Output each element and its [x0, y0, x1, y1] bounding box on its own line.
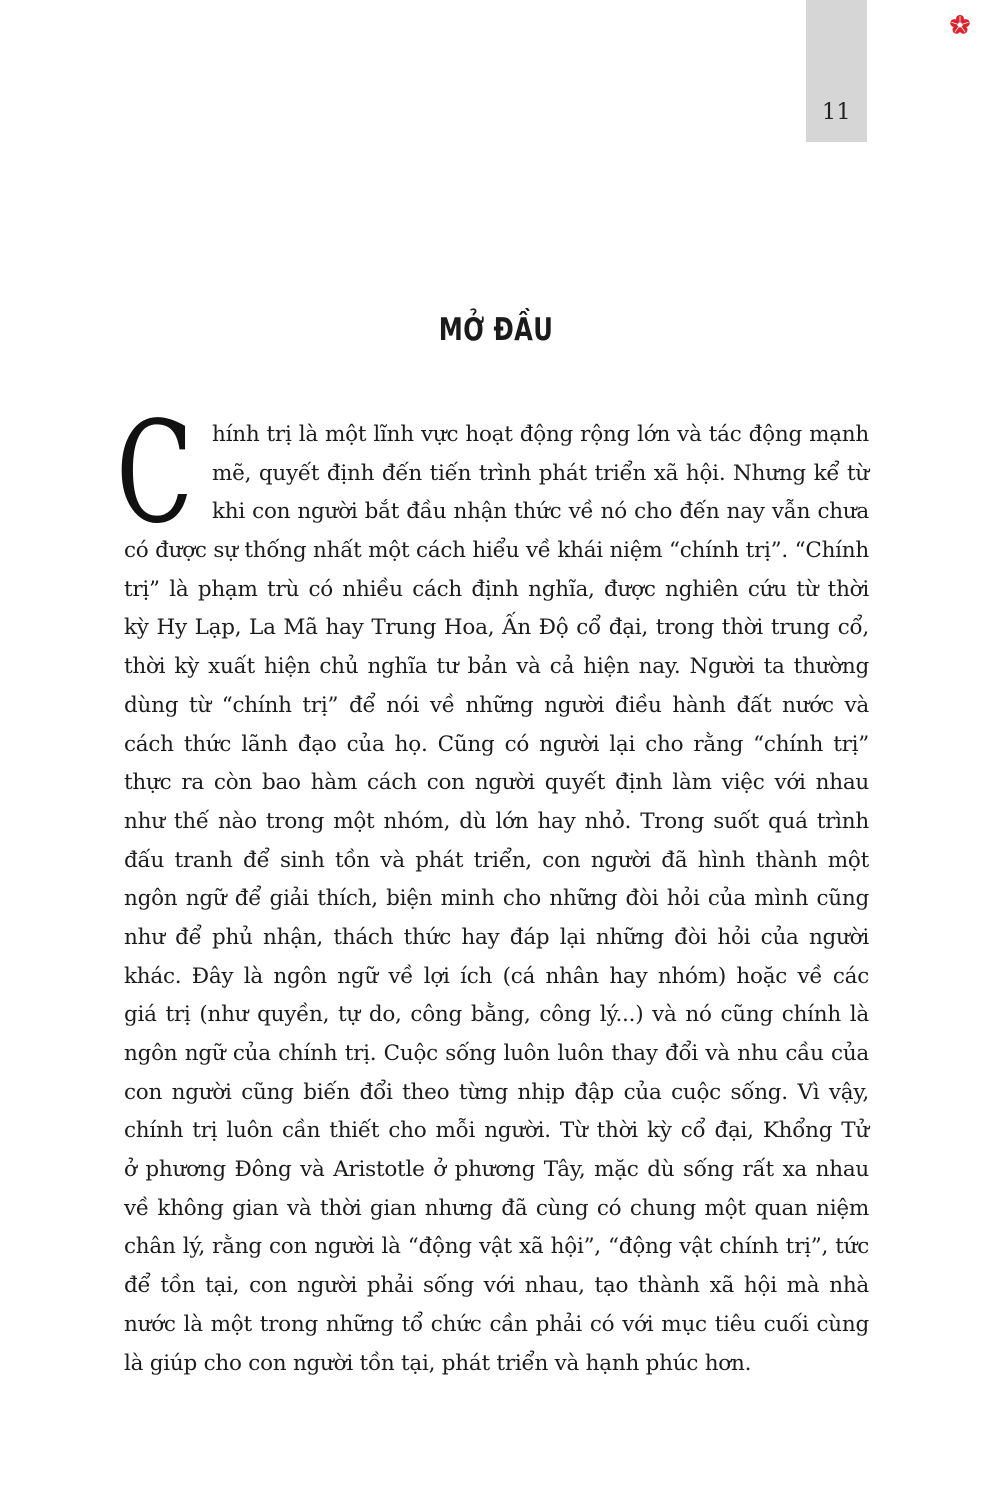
text-line: về không gian và thời gian nhưng đã cùng có chung một quan niệm	[124, 1195, 869, 1221]
text-line: thời kỳ xuất hiện chủ nghĩa tư bản và cả hiện nay. Người ta thường	[124, 654, 869, 680]
text-line: hính trị là một lĩnh vực hoạt động rộng lớn và tác động mạnh	[212, 422, 869, 447]
text-line: ở phương Đông và Aristotle ở phương Tây, mặc dù sống rất xa nhau	[124, 1157, 869, 1183]
text-line: khác. Đây là ngôn ngữ về lợi ích (cá nhân hay nhóm) hoặc về các	[124, 963, 869, 989]
text-line: khi con người bắt đầu nhận thức về nó cho đến nay vẫn chưa	[212, 499, 869, 525]
text-line: mẽ, quyết định đến tiến trình phát triển xã hội. Nhưng kể từ	[212, 460, 869, 486]
text-line: như để phủ nhận, thách thức hay đáp lại những đòi hỏi của người	[124, 924, 869, 950]
text-line: đấu tranh để sinh tồn và phát triển, con người đã hình thành một	[124, 847, 869, 873]
text-line: kỳ Hy Lạp, La Mã hay Trung Hoa, Ấn Độ cổ đại, trong thời trung cổ,	[124, 615, 869, 641]
text-line: ngôn ngữ để giải thích, biện minh cho những đòi hỏi của mình cũng	[124, 886, 869, 912]
text-line: chính trị luôn cần thiết cho mỗi người. Từ thời kỳ cổ đại, Khổng Tử	[124, 1118, 869, 1144]
text-line: cách thức lãnh đạo của họ. Cũng có người lại cho rằng “chính trị”	[124, 731, 869, 757]
drop-cap: C	[116, 392, 194, 555]
flower-icon	[949, 14, 971, 36]
text-line: để tồn tại, con người phải sống với nhau, tạo thành xã hội mà nhà	[124, 1273, 869, 1299]
text-line: nước là một trong những tổ chức cần phải có với mục tiêu cuối cùng	[124, 1311, 869, 1337]
text-line: như thế nào trong một nhóm, dù lớn hay nhỏ. Trong suốt quá trình	[124, 808, 869, 834]
text-line: có được sự thống nhất một cách hiểu về khái niệm “chính trị”. “Chính	[124, 538, 869, 564]
text-line: trị” là phạm trù có nhiều cách định nghĩa, được nghiên cứu từ thời	[124, 576, 869, 602]
text-line: chân lý, rằng con người là “động vật xã hội”, “động vật chính trị”, tức	[124, 1234, 869, 1260]
page-number: 11	[822, 100, 851, 125]
text-line: ngôn ngữ của chính trị. Cuộc sống luôn luôn thay đổi và nhu cầu của	[124, 1041, 869, 1066]
text-line: dùng từ “chính trị” để nói về những người điều hành đất nước và	[124, 692, 869, 718]
text-line: là giúp cho con người tồn tại, phát triển và hạnh phúc hơn.	[124, 1350, 752, 1376]
text-line: giá trị (như quyền, tự do, công bằng, công lý...) và nó cũng chính là	[124, 1002, 869, 1028]
body-paragraph	[124, 416, 869, 1383]
chapter-title: MỞ ĐẦU	[438, 312, 554, 348]
text-line: thực ra còn bao hàm cách con người quyết định làm việc với nhau	[124, 770, 869, 796]
text-line: con người cũng biến đổi theo từng nhịp đập của cuộc sống. Vì vậy,	[124, 1079, 869, 1105]
